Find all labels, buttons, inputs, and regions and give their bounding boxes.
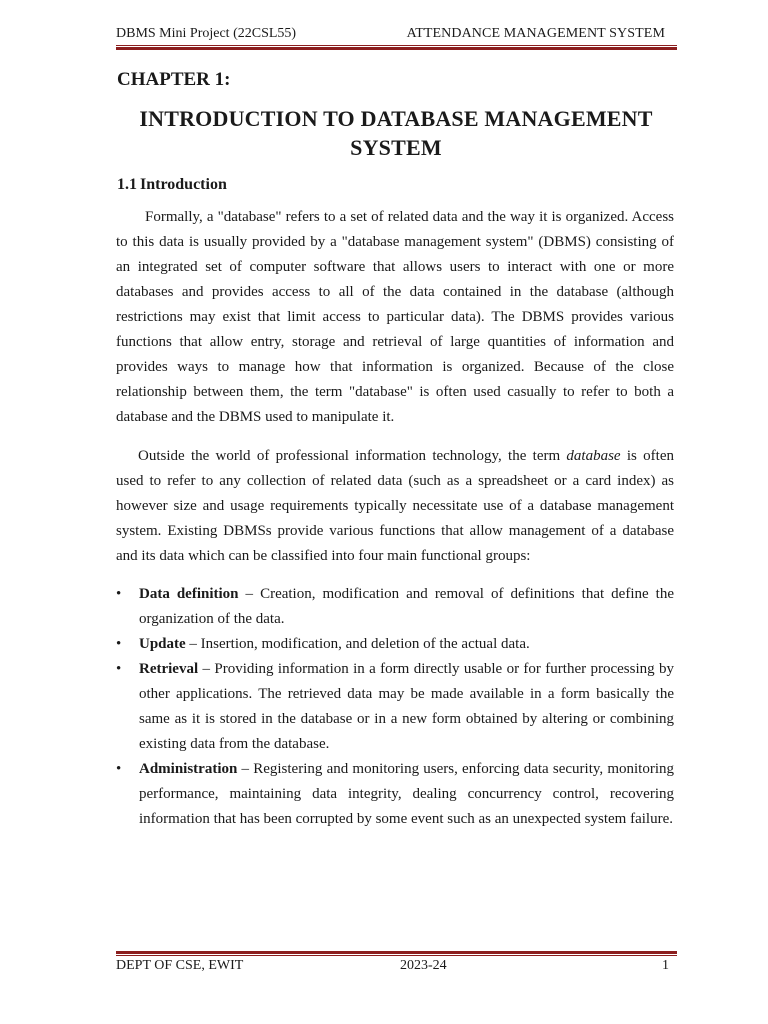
header-rule-thick xyxy=(116,47,677,50)
bullet-dot-icon: • xyxy=(116,636,122,652)
list-item xyxy=(116,657,674,757)
header-rule-thin xyxy=(116,45,677,46)
footer-department: DEPT OF CSE, EWIT xyxy=(116,958,244,973)
paragraph-2-before: Outside the world of professional information technology, the term xyxy=(138,448,567,464)
chapter-title: INTRODUCTION TO DATABASE MANAGEMENT SYSTEM xyxy=(139,106,653,160)
list-item-text: – Creation, modification and removal of definitions that define the organization of the data. xyxy=(139,586,674,627)
paragraph-1: Formally, a "database" refers to a set of related data and the way it is organized. Access to this data is usually provided by a "database management system" (DBMS) consisting of an integrated set of computer software that allows users to interact with one or more databases and provides access to all of the data contained in the database (although restrictions may exist that limit access to particular data). The DBMS provides various functions that allow entry, storage and retrieval of large quantities of information and provides ways to manage how that information is organized. Because of the close relationship between them, the term "database" is often used casually to refer to both a database and the DBMS used to manipulate it. xyxy=(116,209,674,425)
list-item xyxy=(116,757,674,832)
bullet-dot-icon: • xyxy=(116,661,122,677)
header-project-label: DBMS Mini Project (22CSL55) xyxy=(116,26,297,41)
bullet-dot-icon: • xyxy=(116,586,122,602)
footer-year: 2023-24 xyxy=(400,958,447,973)
list-item-text: – Insertion, modification, and deletion of the actual data. xyxy=(185,636,530,652)
page-number: 1 xyxy=(662,958,669,973)
list-item-term: Update xyxy=(139,636,186,652)
list-item-text: – Providing information in a form directly usable or for further processing by other applications. The retrieved data may be made available in a form basically the same as it is stored in the database or in a new form obtained by altering or combining existing data from the database. xyxy=(139,661,674,752)
function-groups-list xyxy=(116,582,674,832)
bullet-dot-icon: • xyxy=(116,761,122,777)
footer-rule-thin xyxy=(116,955,677,956)
paragraph-2-emphasis: database xyxy=(566,448,621,464)
list-item-term: Administration xyxy=(139,761,238,777)
footer-rule-thick xyxy=(116,951,677,954)
page-header xyxy=(116,26,677,44)
list-item-term: Data definition xyxy=(139,586,239,602)
section-number: 1.1 xyxy=(117,176,137,193)
list-item-text: – Registering and monitoring users, enforcing data security, monitoring performance, maintaining data integrity, dealing concurrency control, recovering information that has been corrupted by some event such as an unexpected system failure. xyxy=(139,761,674,827)
list-item xyxy=(116,582,674,632)
header-system-title: ATTENDANCE MANAGEMENT SYSTEM xyxy=(406,26,665,41)
page-footer xyxy=(116,958,677,978)
list-item-term: Retrieval xyxy=(139,661,199,677)
section-title: Introduction xyxy=(140,176,227,193)
list-item xyxy=(116,632,674,657)
paragraph-2-after: is often used to refer to any collection of related data (such as a spreadsheet or a card index) as however size and usage requirements typically necessitate use of a database management system. Existing DBMSs provide various functions that allow management of a database and its data which can be classified into four main functional groups: xyxy=(116,448,674,564)
paragraph-2 xyxy=(116,444,674,569)
section-heading xyxy=(117,176,227,194)
chapter-label: CHAPTER 1: xyxy=(117,69,231,90)
